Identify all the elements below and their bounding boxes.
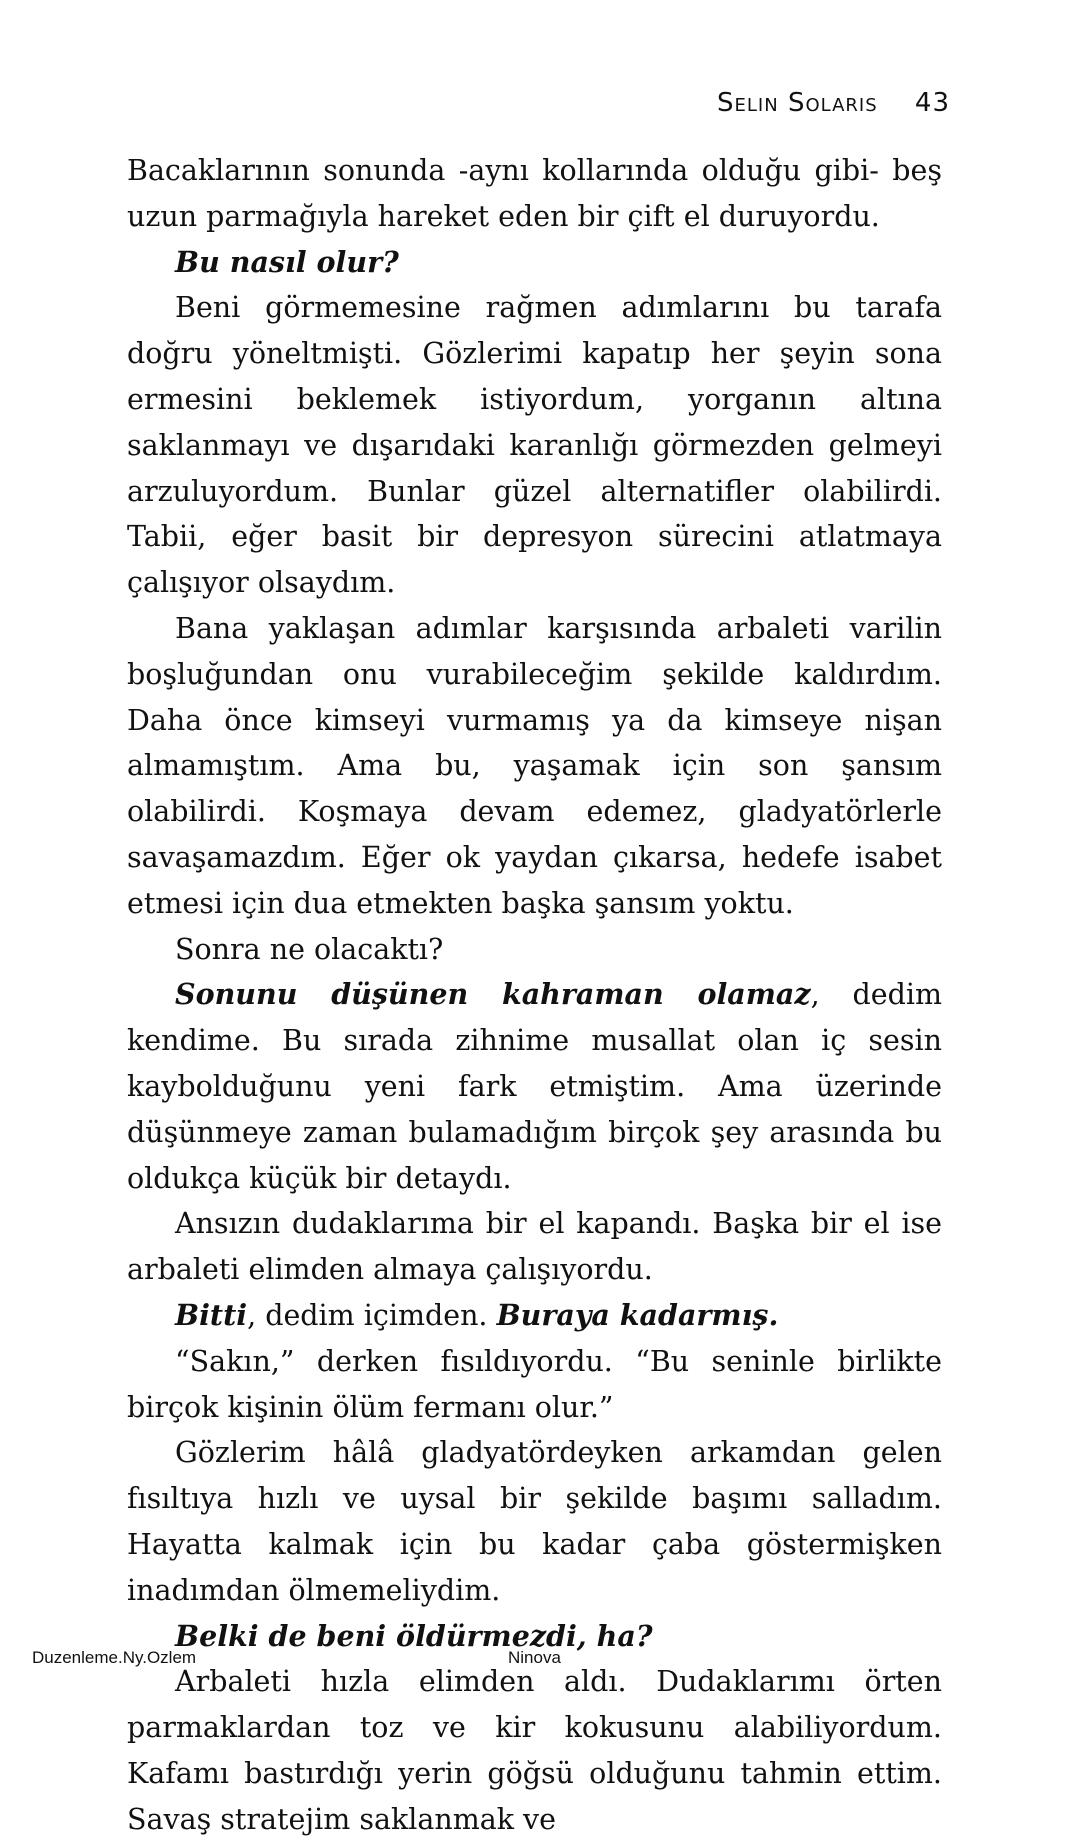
paragraph bbox=[127, 285, 942, 606]
italic-text: Bu nasıl olur? bbox=[175, 244, 399, 279]
italic-text: Buraya kadarmış. bbox=[496, 1297, 779, 1332]
paragraph bbox=[127, 606, 942, 927]
paragraph bbox=[127, 1430, 942, 1613]
paragraph bbox=[127, 972, 942, 1201]
page-number: 43 bbox=[914, 88, 950, 118]
text-run: Arbaleti hızla elimden aldı. Dudaklarımı örten parmaklardan toz ve kir kokusunu alabiliyordum. Kafamı bastırdığı yerin göğsü olduğunu tahmin ettim. Savaş stratejim saklanmak ve bbox=[127, 1665, 942, 1836]
text-run: , dedim kendime. Bu sırada zihnime musallat olan iç sesin kaybolduğunu yeni fark etmiştim. Ama üzerinde düşünmeye zaman bulamadığım birçok şey arasında bu oldukça küçük bir detaydı. bbox=[127, 978, 942, 1195]
paragraph bbox=[127, 1293, 942, 1339]
text-run: Gözlerim hâlâ gladyatördeyken arkamdan gelen fısıltıya hızlı ve uysal bir şekilde başımı salladım. Hayatta kalmak için bu kadar çaba göstermişken inadımdan ölmemeliydim. bbox=[127, 1436, 942, 1607]
paragraph bbox=[127, 1339, 942, 1431]
running-title: Selin Solaris bbox=[717, 88, 878, 118]
body-text bbox=[127, 148, 942, 1842]
text-run: Ansızın dudaklarıma bir el kapandı. Başka bir el ise arbaleti elimden almaya çalışıyordu. bbox=[127, 1207, 942, 1287]
italic-text: Belki de beni öldürmezdi, ha? bbox=[175, 1618, 653, 1653]
paragraph bbox=[127, 927, 942, 973]
paragraph bbox=[127, 148, 942, 240]
text-run: Sonra ne olacaktı? bbox=[175, 932, 444, 966]
text-run: Bana yaklaşan adımlar karşısında arbaleti varilin boşluğundan onu vurabileceğim şekilde kaldırdım. Daha önce kimseyi vurmamış ya da kimseye nişan almamıştım. Ama bu, yaşamak için son şansım olabilirdi. Koşmaya devam edemez, gladyatörlerle savaşamazdım. Eğer ok yaydan çıkarsa, hedefe isabet etmesi için dua etmekten başka şansım yoktu. bbox=[127, 611, 942, 920]
italic-text: Sonunu düşünen kahraman olamaz bbox=[175, 977, 811, 1012]
paragraph bbox=[127, 240, 942, 286]
paragraph bbox=[127, 1659, 942, 1842]
paragraph bbox=[127, 1201, 942, 1293]
running-header bbox=[0, 88, 950, 118]
text-run: Beni görmemesine rağmen adımlarını bu tarafa doğru yöneltmişti. Gözlerimi kapatıp her şeyin sona ermesini beklemek istiyordum, yorganın altına saklanmayı ve dışarıdaki karanlığı görmezden gelmeyi arzuluyordum. Bunlar güzel alternatifler olabilirdi. Tabii, eğer basit bir depresyon sürecini atlatmaya çalışıyor olsaydım. bbox=[127, 291, 942, 600]
footer-credit: Duzenleme.Ny.Ozlem bbox=[32, 1648, 197, 1667]
text-run: Bacaklarının sonunda -aynı kollarında olduğu gibi- beş uzun parmağıyla hareket eden bir çift el duruyordu. bbox=[127, 154, 942, 233]
text-run: “Sakın,” derken fısıldıyordu. “Bu seninle birlikte birçok kişinin ölüm fermanı olur.” bbox=[127, 1344, 942, 1424]
text-run: , dedim içimden. bbox=[247, 1298, 497, 1332]
footer-publisher: Ninova bbox=[508, 1648, 561, 1667]
italic-text: Bitti bbox=[175, 1297, 248, 1332]
